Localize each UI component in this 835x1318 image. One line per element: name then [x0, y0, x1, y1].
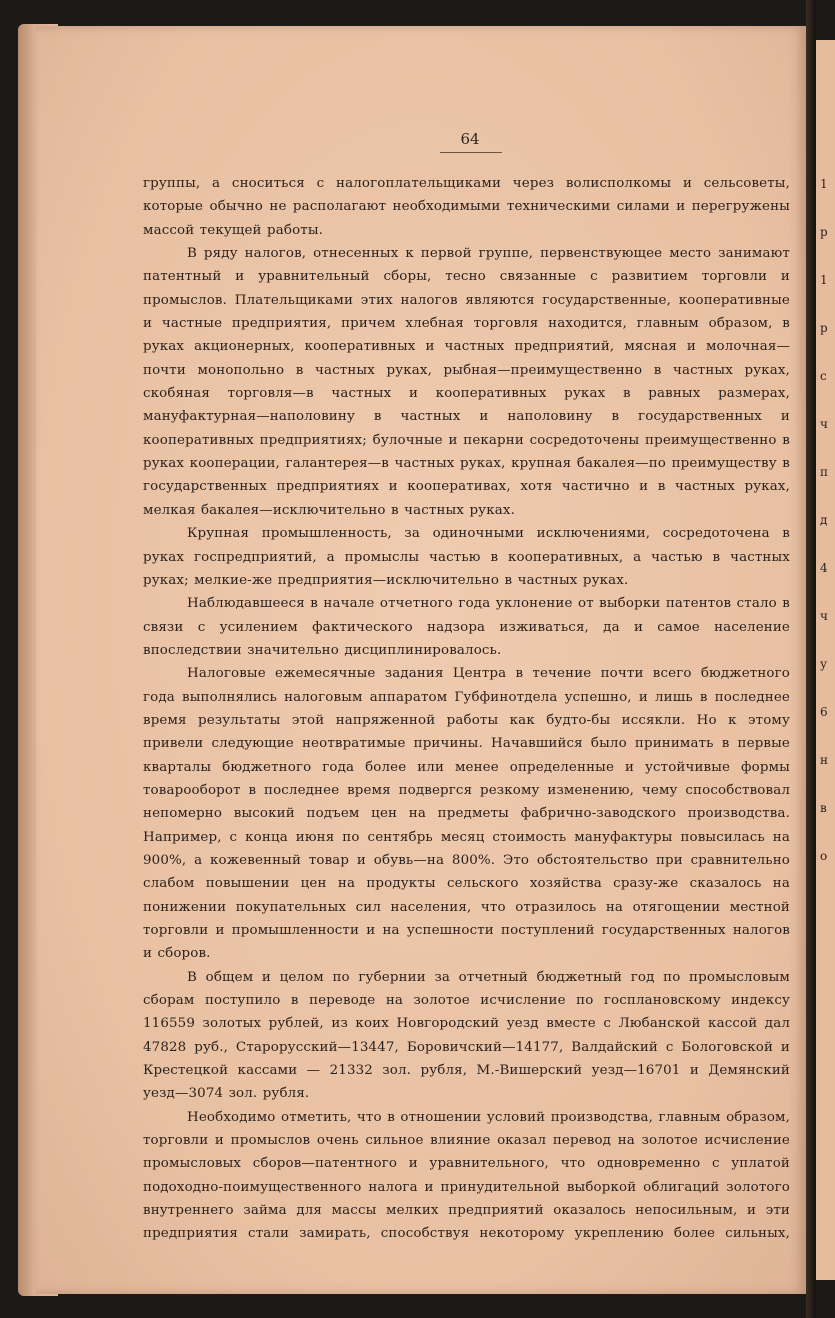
paragraph-1: группы, а сноситься с налогоплательщиками через волисполкомы и сельсоветы, которые обычно не располагают необходимыми техническими силами и перегружены массой текущей работы.: [143, 176, 790, 238]
facing-page-fragments: [820, 160, 835, 880]
paragraph-3: Крупная промышленность, за одиночными исключениями, сосредоточена в руках госпредприятий, а промыслы частью в кооперативных, а частью в частных руках; мелкие-же предприятия—исключительно в частных руках.: [143, 526, 790, 588]
page-number-rule: [440, 152, 502, 153]
fragment: ч: [820, 609, 828, 623]
fragment: н: [820, 753, 828, 767]
paragraph-7: Необходимо отметить, что в отношении условий производства, главным образом, торговли и промыслов очень сильное влияние оказал перевод на золотое исчисление промысловых сборов—патентного и уравнительного, что одновременно с уплатой подоходно-поимущественного налога и принудительной выборкой облигаций золотого внутреннего займа для массы мелких предприятий оказалось непосильным, и эти предприятия стали замирать, способствуя некоторому укреплению более сильных,: [143, 1109, 790, 1242]
page-number: 64: [460, 130, 480, 148]
fragment: р: [820, 321, 828, 335]
fragment: п: [820, 465, 828, 479]
fragment: о: [820, 849, 828, 863]
fragment: р: [820, 225, 828, 239]
fragment: в: [820, 801, 827, 815]
paragraph-6: В общем и целом по губернии за отчетный бюджетный год по промысловым сборам поступило в переводе на золотое исчисление по госплановскому индексу 116559 золотых рублей, из коих Новгородский уезд вместе с Любанской кассой дал 47828 руб., Старорусский—13447, Боровичский—14177, Валдайский с Бологовской и Крестецкой кассами — 21332 зол. рубля, М.-Вишерский уезд—16701 и Демянский уезд—3074 зол. рубля.: [143, 969, 790, 1102]
fragment: д: [820, 513, 828, 527]
fragment: 4: [820, 561, 828, 575]
fragment: у: [820, 657, 828, 671]
fragment: с: [820, 369, 827, 383]
fragment: ч: [820, 417, 828, 431]
body-text: [143, 172, 790, 1246]
book-gutter: [806, 0, 816, 1318]
paragraph-5: Налоговые ежемесячные задания Центра в течение почти всего бюджетного года выполнялись налоговым аппаратом Губфинотдела успешно, и лишь в последнее время результаты этой напряженной работы как будто-бы иссякли. Но к этому привели следующие неотвратимые причины. Начавшийся было принимать в первые кварталы бюджетного года более или менее определенные и устойчивые формы товарооборот в последнее время подвергся резкому изменению, чему способствовал непомерно высокий подъем цен на предметы фабрично-заводского производства. Например, с конца июня по сентябрь месяц стоимость мануфактуры повысилась на 900%, а кожевенный товар и обувь—на 800%. Это обстоятельство при сравнительно слабом повышении цен на продукты сельского хозяйства сразу-же сказалось на понижении покупательных сил населения, что отразилось на отягощении местной торговли и промышленности и на успешности поступлений государственных налогов и сборов.: [143, 666, 790, 962]
fragment: 6: [820, 705, 828, 719]
fragment: 1: [820, 177, 828, 191]
fragment: 1: [820, 273, 828, 287]
paragraph-2: В ряду налогов, отнесенных к первой группе, первенствующее место занимают патентный и уравнительный сборы, тесно связанные с развитием торговли и промыслов. Плательщиками этих налогов являются государственные, кооперативные и частные предприятия, причем хлебная торговля находится, главным образом, в руках акционерных, кооперативных и частных предприятий, мясная и молочная—почти монопольно в частных руках, рыбная—преимущественно в частных руках, скобяная торговля—в частных и кооперативных руках в равных размерах, мануфактурная—наполовину в частных и наполовину в государственных и кооперативных предприятиях; булочные и пекарни сосредоточены преимущественно в руках кооперации, галантерея—в частных руках, крупная бакалея—по преимуществу в государственных предприятиях и кооперативах, хотя частично и в частных руках, мелкая бакалея—исключительно в частных руках.: [143, 246, 790, 518]
paragraph-4: Наблюдавшееся в начале отчетного года уклонение от выборки патентов стало в связи с усилением фактического надзора изживаться, да и самое население впоследствии значительно дисциплинировалось.: [143, 596, 790, 658]
